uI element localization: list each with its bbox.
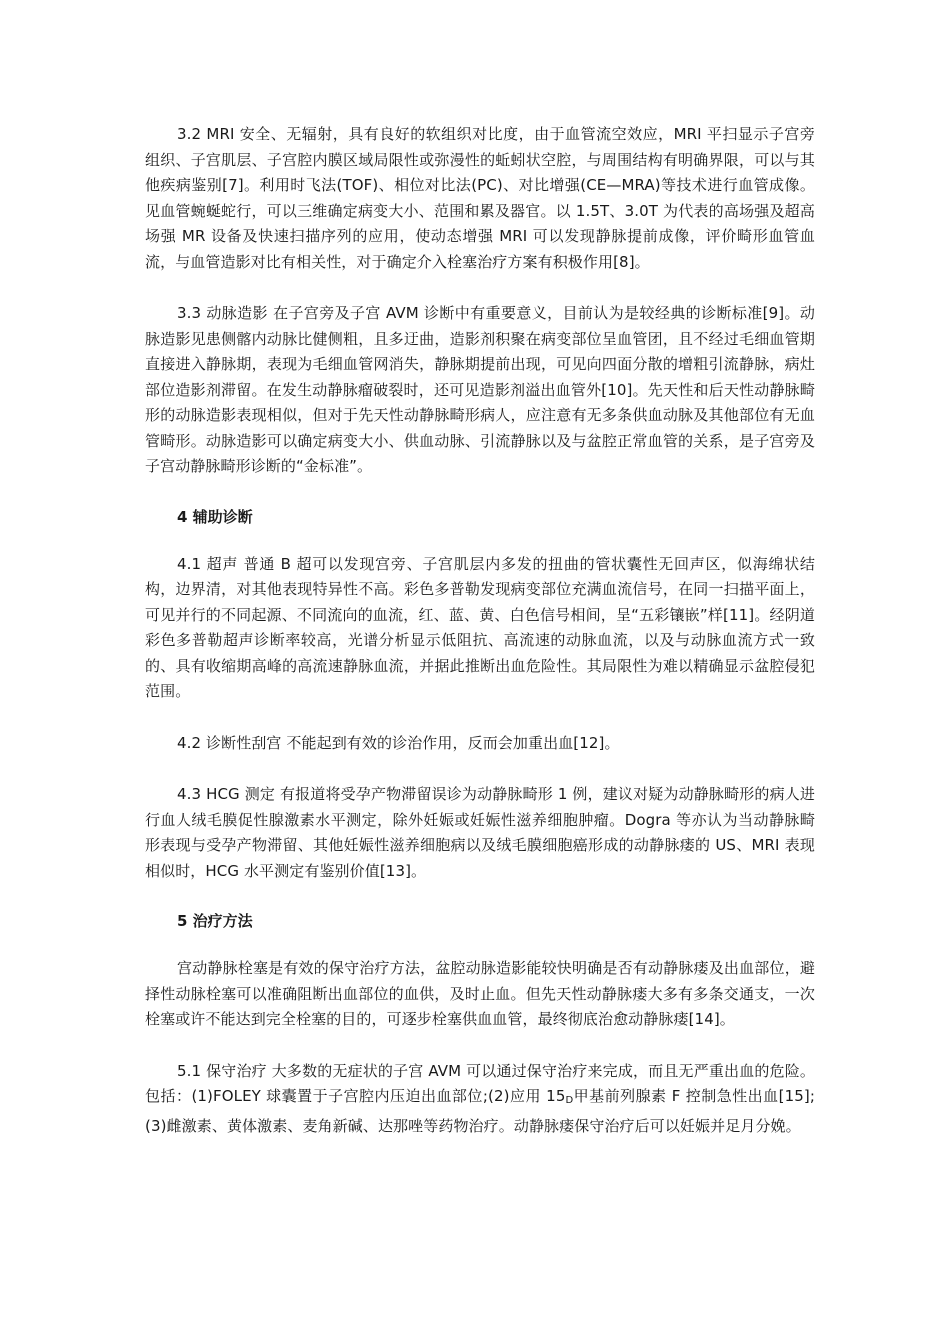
paragraph-5-1-subscript: D xyxy=(565,1095,574,1106)
heading-5-treatment: 5 治疗方法 xyxy=(177,912,253,930)
paragraph-3-3-angiography: 3.3 动脉造影 在子宫旁及子宫 AVM 诊断中有重要意义，目前认为是较经典的诊断标准[9]。动脉造影见患侧髂内动脉比健侧粗，且多迂曲，造影剂积聚在病变部位呈血管团，且不经过毛细血管期直接进入静脉期，表现为毛细血管网消失，静脉期提前出现，可见向四面分散的增粗引流静脉，病灶部位造影剂滞留。在发生动静脉瘤破裂时，还可见造影剂溢出血管外[10]。先天性和后天性动静脉畸形的动脉造影表现相似，但对于先天性动静脉畸形病人，应注意有无多条供血动脉及其他部位有无血管畸形。动脉造影可以确定病变大小、供血动脉、引流静脉以及与盆腔正常血管的关系，是子宫旁及子宫动静脉畸形诊断的“金标准”。 xyxy=(145,304,815,475)
paragraph-5-1-conservative xyxy=(145,1059,815,1140)
paragraph-4-3-hcg: 4.3 HCG 测定 有报道将受孕产物滞留误诊为动静脉畸形 1 例，建议对疑为动静脉畸形的病人进行血人绒毛膜促性腺激素水平测定，除外妊娠或妊娠性滋养细胞肿瘤。Dogra 等亦认为当动静脉畸形表现与受孕产物滞留、其他妊娠性滋养细胞病以及绒毛膜细胞癌形成的动静脉瘘的 US、MRI 表现相似时，HCG 水平测定有鉴别价值[13]。 xyxy=(145,785,815,880)
document-body xyxy=(145,122,815,1165)
paragraph-4-1-ultrasound: 4.1 超声 普通 B 超可以发现宫旁、子宫肌层内多发的扭曲的管状囊性无回声区，似海绵状结构，边界清，对其他表现特异性不高。彩色多普勒发现病变部位充满血流信号，在同一扫描平面上，可见并行的不同起源、不同流向的血流，红、蓝、黄、白色信号相间，呈“五彩镶嵌”样[11]。经阴道彩色多普勒超声诊断率较高，光谱分析显示低阻抗、高流速的动脉血流，以及与动脉血流方式一致的、具有收缩期高峰的高流速静脉血流，并据此推断出血危险性。其局限性为难以精确显示盆腔侵犯范围。 xyxy=(145,554,815,700)
paragraph-5-1-text-a: 5.1 保守治疗 大多数的无症状的子宫 AVM 可以通过保守治疗来完成，而且无严重出血的危险。包括：(1)FOLEY 球囊置于子宫腔内压迫出血部位;(2)应用 15 xyxy=(145,1061,815,1105)
paragraph-3-2-mri: 3.2 MRI 安全、无辐射，具有良好的软组织对比度，由于血管流空效应，MRI 平扫显示子宫旁组织、子宫肌层、子宫腔内膜区域局限性或弥漫性的蚯蚓状空腔，与周围结构有明确界限，可以与其他疾病鉴别[7]。利用时飞法(TOF)、相位对比法(PC)、对比增强(CE—MRA)等技术进行血管成像。见血管蜿蜒蛇行，可以三维确定病变大小、范围和累及器官。以 1.5T、3.0T 为代表的高场强及超高场强 MR 设备及快速扫描序列的应用，使动态增强 MRI 可以发现静脉提前成像，评价畸形血管血流，与血管造影对比有相关性，对于确定介入栓塞治疗方案有积极作用[8]。 xyxy=(145,125,815,271)
paragraph-5-1-text-b: 甲基前列腺素 F 控制急性出血[15];(3)雌激素、黄体激素、麦角新碱、达那唑等药物治疗。动静脉瘘保守治疗后可以妊娠并足月分娩。 xyxy=(145,1087,815,1135)
paragraph-4-2-curettage: 4.2 诊断性刮宫 不能起到有效的诊治作用，反而会加重出血[12]。 xyxy=(177,733,620,752)
paragraph-5-intro: 宫动静脉栓塞是有效的保守治疗方法，盆腔动脉造影能较快明确是否有动静脉瘘及出血部位，避择性动脉栓塞可以准确阻断出血部位的血供，及时止血。但先天性动静脉瘘大多有多条交通支，一次栓塞或许不能达到完全栓塞的目的，可逐步栓塞供血血管，最终彻底治愈动静脉瘘[14]。 xyxy=(145,959,815,1028)
heading-4-auxiliary-diagnosis: 4 辅助诊断 xyxy=(177,507,253,526)
